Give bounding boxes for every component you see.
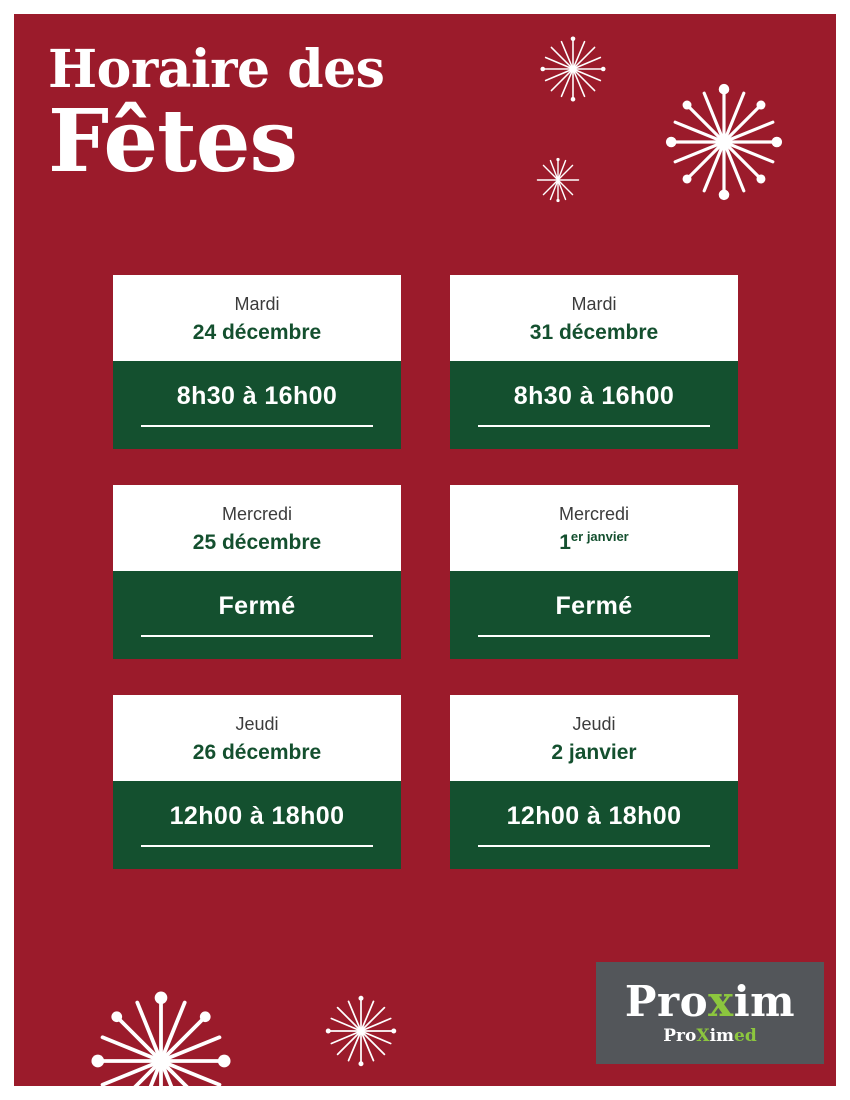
logo-sub-part-2: im xyxy=(709,1026,735,1046)
logo-sub-part-1: Pro xyxy=(663,1026,697,1046)
card-header xyxy=(113,275,401,361)
schedule-card xyxy=(113,485,401,659)
logo-sub-x-glyph: X xyxy=(696,1026,710,1046)
snowflake-top-small-icon xyxy=(537,33,609,105)
card-day: Mercredi xyxy=(558,504,629,524)
card-header xyxy=(450,485,738,571)
schedule-card xyxy=(113,695,401,869)
card-date xyxy=(123,319,391,347)
card-day: Jeudi xyxy=(572,714,616,734)
card-header xyxy=(113,485,401,571)
card-date xyxy=(123,739,391,767)
logo-sub-part-3: ed xyxy=(734,1026,757,1046)
card-day: Mardi xyxy=(571,294,617,314)
card-day: Mardi xyxy=(234,294,280,314)
title-line-1: Horaire des xyxy=(48,39,385,100)
schedule-row xyxy=(113,695,738,869)
logo-wordmark xyxy=(624,977,796,1026)
card-date-text: 24 décembre xyxy=(192,321,322,344)
card-day: Mercredi xyxy=(221,504,292,524)
snowflake-bottom-large-icon xyxy=(82,982,240,1100)
card-hours: Fermé xyxy=(478,591,710,637)
card-date-text: 2 janvier xyxy=(551,741,637,764)
card-hours-panel xyxy=(113,361,401,449)
logo-x-glyph: x xyxy=(708,977,734,1026)
logo-subbrand xyxy=(663,1026,756,1046)
card-header xyxy=(113,695,401,781)
card-hours-panel xyxy=(113,781,401,869)
logo-part-1: Pro xyxy=(624,977,709,1026)
card-day: Jeudi xyxy=(235,714,279,734)
card-hours: Fermé xyxy=(141,591,373,637)
card-hours-panel xyxy=(113,571,401,659)
card-date-text: 26 décembre xyxy=(192,741,322,764)
card-date xyxy=(460,319,728,347)
card-date-text: 25 décembre xyxy=(192,531,322,554)
card-date-text: 31 décembre xyxy=(529,321,659,344)
schedule-row xyxy=(113,485,738,659)
card-header xyxy=(450,275,738,361)
brand-logo xyxy=(596,962,824,1064)
card-hours: 12h00 à 18h00 xyxy=(478,801,710,847)
card-header xyxy=(450,695,738,781)
schedule-card xyxy=(450,695,738,869)
title-line-2: Fêtes xyxy=(48,91,297,192)
card-date-suffix: er janvier xyxy=(570,529,629,544)
card-hours-panel xyxy=(450,781,738,869)
snowflake-bottom-small-icon xyxy=(322,992,400,1070)
schedule-grid xyxy=(113,275,738,869)
card-date xyxy=(460,739,728,767)
snowflake-top-tiny-icon xyxy=(531,153,585,207)
logo-part-2: im xyxy=(733,977,796,1026)
schedule-card xyxy=(113,275,401,449)
card-hours: 8h30 à 16h00 xyxy=(478,381,710,427)
card-hours-panel xyxy=(450,361,738,449)
card-hours: 12h00 à 18h00 xyxy=(141,801,373,847)
schedule-card xyxy=(450,485,738,659)
card-hours-panel xyxy=(450,571,738,659)
card-date xyxy=(460,529,728,557)
schedule-card xyxy=(450,275,738,449)
card-date xyxy=(123,529,391,557)
card-hours: 8h30 à 16h00 xyxy=(141,381,373,427)
snowflake-top-large-icon xyxy=(658,76,790,208)
page-title xyxy=(48,39,385,192)
schedule-row xyxy=(113,275,738,449)
card-date-text: 1 xyxy=(559,531,571,554)
